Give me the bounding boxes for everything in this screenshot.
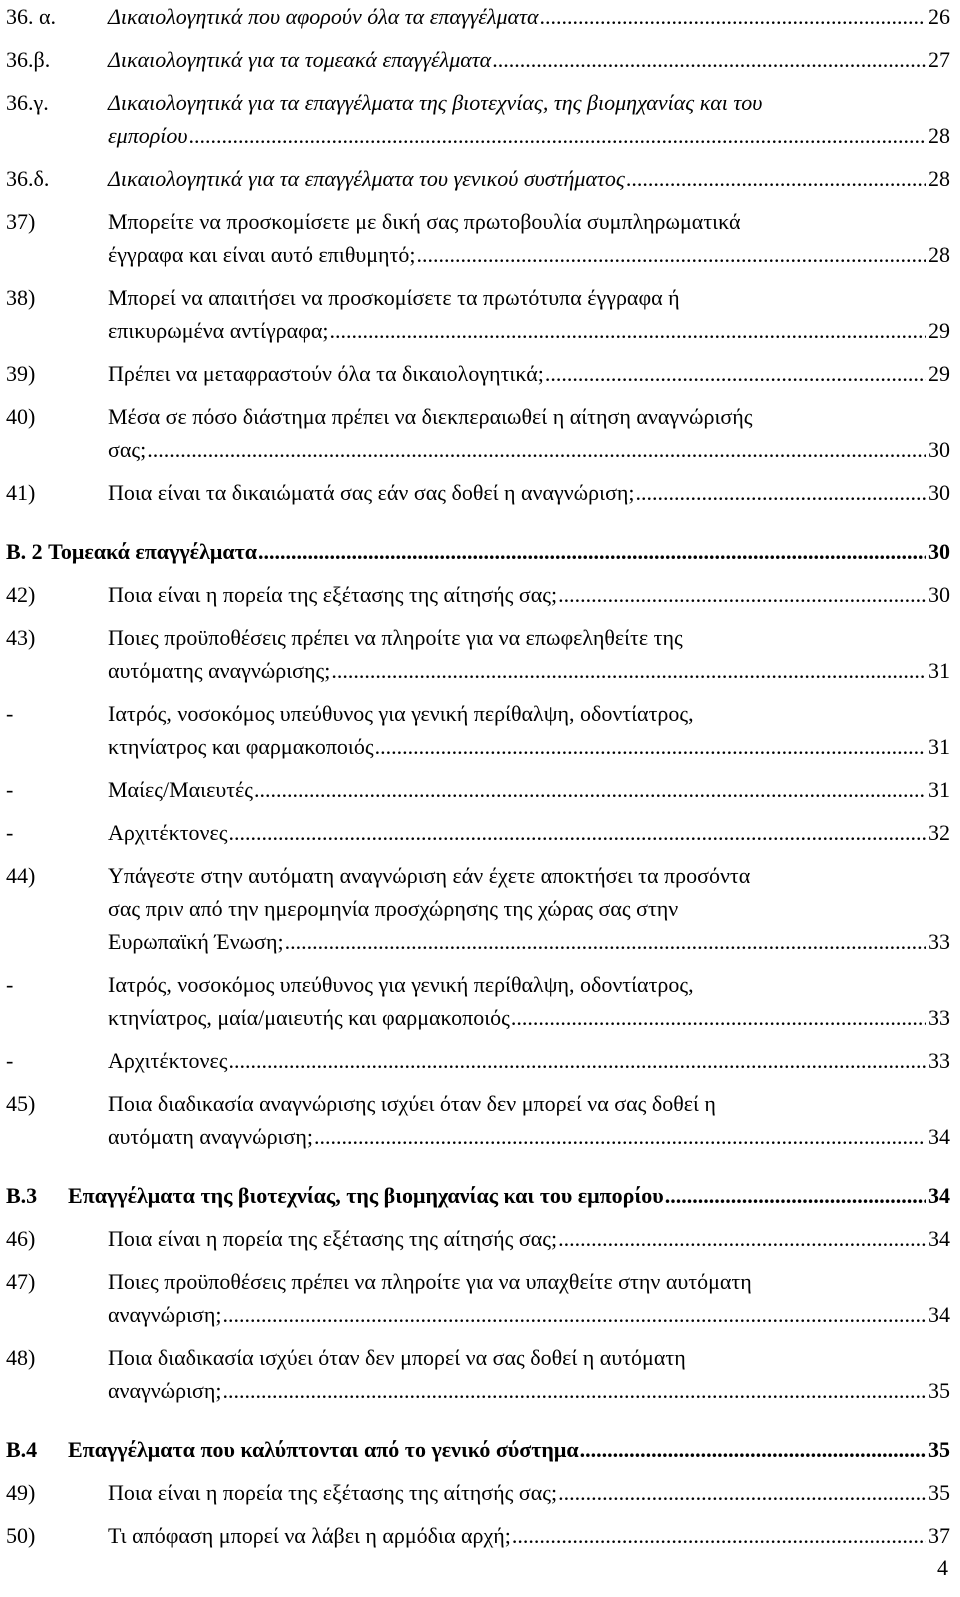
- toc-page-number: 35: [928, 1437, 950, 1462]
- toc-entry-body: [108, 281, 950, 347]
- toc-page-number: 33: [928, 929, 950, 954]
- toc-page-number: 28: [928, 242, 950, 267]
- toc-entry-body: [108, 697, 950, 763]
- dot-leader: [189, 119, 926, 152]
- toc-entry-body: [108, 1476, 950, 1509]
- toc-entry-text: Ποια διαδικασία ισχύει όταν δεν μπορεί να σας δοθεί η αυτόματη: [108, 1345, 686, 1370]
- toc-entry-body: [68, 1433, 950, 1466]
- toc-entry-body: [108, 357, 950, 390]
- toc-entry-text: B. 2 Τομεακά επαγγέλματα: [6, 539, 258, 564]
- toc-entry-text: επικυρωμένα αντίγραφα;: [108, 318, 329, 343]
- toc-page-number: 28: [928, 166, 950, 191]
- toc-entry-number: 50): [6, 1523, 36, 1548]
- dot-leader: [512, 1519, 926, 1552]
- toc-entry-text: Μαίες/Μαιευτές: [108, 777, 253, 802]
- toc-page-number: 37: [928, 1523, 950, 1548]
- toc-entry-number: 42): [6, 582, 36, 607]
- toc-entry[interactable]: [6, 0, 950, 33]
- dot-leader: [665, 1179, 926, 1212]
- section-gap: [6, 1163, 950, 1179]
- toc-entry[interactable]: [6, 162, 950, 195]
- toc-entry[interactable]: [6, 968, 950, 1034]
- toc-entry-body: [68, 1179, 950, 1212]
- toc-entry-number: 47): [6, 1269, 36, 1294]
- toc-entry[interactable]: [6, 697, 950, 763]
- toc-entry-text: Υπάγεστε στην αυτόματη αναγνώριση εάν έχετε αποκτήσει τα προσόντα: [108, 863, 751, 888]
- toc-entry-text: Τι απόφαση μπορεί να λάβει η αρμόδια αρχή;: [108, 1523, 511, 1548]
- toc-entry-body: [108, 859, 950, 958]
- toc-entry[interactable]: [6, 1476, 950, 1509]
- toc-entry-body: [108, 1222, 950, 1255]
- toc-section-heading[interactable]: [6, 1179, 950, 1212]
- toc-entry-text: Μέσα σε πόσο διάστημα πρέπει να διεκπεραιωθεί η αίτηση αναγνώρισής: [108, 404, 753, 429]
- toc-entry-number: 39): [6, 361, 36, 386]
- toc-entry-text: Δικαιολογητικά για τα τομεακά επαγγέλματα: [108, 47, 492, 72]
- dot-leader: [314, 1120, 926, 1153]
- toc-entry[interactable]: [6, 400, 950, 466]
- dot-leader: [330, 314, 926, 347]
- toc-entry-number: 38): [6, 285, 36, 310]
- toc-page-number: 31: [928, 777, 950, 802]
- dot-leader: [558, 1222, 926, 1255]
- toc-entry[interactable]: [6, 281, 950, 347]
- toc-entry-body: [108, 400, 950, 466]
- toc-entry-body: [108, 1087, 950, 1153]
- toc-entry[interactable]: [6, 1044, 950, 1077]
- toc-entry[interactable]: [6, 773, 950, 806]
- toc-page-number: 30: [928, 582, 950, 607]
- toc-entry-number: 41): [6, 480, 36, 505]
- toc-entry-number: 36.δ.: [6, 166, 50, 191]
- toc-entry[interactable]: [6, 205, 950, 271]
- dot-leader: [492, 43, 926, 76]
- toc-entry-text: αναγνώριση;: [108, 1378, 222, 1403]
- dot-leader: [223, 1298, 926, 1331]
- toc-entry-number: 36. α.: [6, 4, 57, 29]
- dot-leader: [228, 1044, 926, 1077]
- toc-entry-body: [108, 0, 950, 33]
- dot-leader: [223, 1374, 926, 1407]
- toc-entry-text: Επαγγέλματα της βιοτεχνίας, της βιομηχανίας και του εμπορίου: [68, 1183, 664, 1208]
- toc-entry-text: Μπορεί να απαιτήσει να προσκομίσετε τα πρωτότυπα έγγραφα ή: [108, 285, 680, 310]
- toc-page-number: 31: [928, 734, 950, 759]
- toc-entry-body: [108, 1341, 950, 1407]
- dot-leader: [626, 162, 926, 195]
- dot-leader: [558, 578, 926, 611]
- dot-leader: [375, 730, 926, 763]
- dot-leader: [540, 0, 927, 33]
- toc-section-heading[interactable]: [6, 535, 950, 568]
- toc-entry[interactable]: [6, 86, 950, 152]
- toc-entry-body: [108, 816, 950, 849]
- toc-entry-number: 48): [6, 1345, 36, 1370]
- toc-entry-text: Αρχιτέκτονες: [108, 820, 228, 845]
- toc-entry-text: αναγνώριση;: [108, 1302, 222, 1327]
- toc-entry-body: [108, 968, 950, 1034]
- toc-entry-number: 49): [6, 1480, 36, 1505]
- toc-entry-body: [108, 476, 950, 509]
- toc-entry-text: Ποιες προϋποθέσεις πρέπει να πληροίτε για να επωφεληθείτε της: [108, 625, 683, 650]
- toc-entry-body: [108, 621, 950, 687]
- toc-entry-number: B.4: [6, 1437, 38, 1462]
- toc-entry-text: κτηνίατρος, μαία/μαιευτής και φαρμακοποιός: [108, 1005, 510, 1030]
- toc-page-number: 31: [928, 658, 950, 683]
- dot-leader: [254, 773, 926, 806]
- toc-entry-text: Δικαιολογητικά για τα επαγγέλματα της βιοτεχνίας, της βιομηχανίας και του: [108, 90, 763, 115]
- toc-entry-text: Αρχιτέκτονες: [108, 1048, 228, 1073]
- toc-page-number: 34: [928, 1124, 950, 1149]
- toc-entry-number: -: [6, 1048, 14, 1073]
- toc-page-number: 33: [928, 1005, 950, 1030]
- dot-leader: [580, 1433, 926, 1466]
- dot-leader: [147, 433, 926, 466]
- toc-entry[interactable]: [6, 476, 950, 509]
- toc-entry-number: -: [6, 972, 14, 997]
- toc-entry-body: [108, 86, 950, 152]
- dot-leader: [511, 1001, 926, 1034]
- toc-entry-body: [108, 1265, 950, 1331]
- dot-leader: [258, 535, 926, 568]
- toc-page-number: 29: [928, 361, 950, 386]
- toc-entry-text: Ευρωπαϊκή Ένωση;: [108, 929, 284, 954]
- toc-entry[interactable]: [6, 1519, 950, 1552]
- toc-entry-text: Ποια είναι η πορεία της εξέτασης της αίτησής σας;: [108, 582, 558, 607]
- toc-entry-text: έγγραφα και είναι αυτό επιθυμητό;: [108, 242, 416, 267]
- toc-entry[interactable]: [6, 621, 950, 687]
- toc-entry-number: -: [6, 820, 14, 845]
- toc-entry[interactable]: [6, 1087, 950, 1153]
- dot-leader: [417, 238, 926, 271]
- toc-entry-text: Δικαιολογητικά για τα επαγγέλματα του γενικού συστήματος: [108, 166, 625, 191]
- toc-page-number: 30: [928, 437, 950, 462]
- page-number: 4: [937, 1555, 948, 1580]
- dot-leader: [228, 816, 926, 849]
- toc-page-number: 28: [928, 123, 950, 148]
- dot-leader: [636, 476, 926, 509]
- toc-entry-text: Δικαιολογητικά που αφορούν όλα τα επαγγέλματα: [108, 4, 539, 29]
- toc-entry-body: [108, 43, 950, 76]
- toc-page-number: 34: [928, 1183, 950, 1208]
- section-gap: [6, 1417, 950, 1433]
- toc-page-number: 35: [928, 1480, 950, 1505]
- toc-entry[interactable]: [6, 357, 950, 390]
- toc-entry-number: 37): [6, 209, 36, 234]
- toc-page-number: 34: [928, 1226, 950, 1251]
- toc-page-number: 33: [928, 1048, 950, 1073]
- toc-entry-text: Ιατρός, νοσοκόμος υπεύθυνος για γενική περίθαλψη, οδοντίατρος,: [108, 701, 694, 726]
- toc-entry[interactable]: [6, 1222, 950, 1255]
- toc-entry-text: αυτόματη αναγνώριση;: [108, 1124, 313, 1149]
- toc-page-number: 34: [928, 1302, 950, 1327]
- table-of-contents: [6, 0, 950, 1562]
- toc-page-number: 35: [928, 1378, 950, 1403]
- toc-entry-body: [108, 578, 950, 611]
- toc-entry-number: -: [6, 701, 14, 726]
- dot-leader: [545, 357, 926, 390]
- toc-entry-body: [108, 773, 950, 806]
- toc-entry-text: Ποιες προϋποθέσεις πρέπει να πληροίτε για να υπαχθείτε στην αυτόματη: [108, 1269, 752, 1294]
- toc-entry-body: [108, 162, 950, 195]
- toc-entry[interactable]: [6, 1341, 950, 1407]
- toc-entry[interactable]: [6, 816, 950, 849]
- toc-entry[interactable]: [6, 578, 950, 611]
- toc-entry-text: σας πριν από την ημερομηνία προσχώρησης της χώρας σας στην: [108, 896, 679, 921]
- toc-entry-number: -: [6, 777, 14, 802]
- dot-leader: [558, 1476, 926, 1509]
- toc-entry-text: αυτόματης αναγνώρισης;: [108, 658, 331, 683]
- toc-entry-number: 43): [6, 625, 36, 650]
- toc-page-number: 26: [928, 4, 950, 29]
- toc-entry-number: B.3: [6, 1183, 38, 1208]
- toc-entry[interactable]: [6, 859, 950, 958]
- toc-page-number: 32: [928, 820, 950, 845]
- toc-entry-text: Ποια είναι η πορεία της εξέτασης της αίτησής σας;: [108, 1480, 558, 1505]
- toc-entry-text: Πρέπει να μεταφραστούν όλα τα δικαιολογητικά;: [108, 361, 544, 386]
- toc-page-number: 29: [928, 318, 950, 343]
- toc-page-number: 27: [928, 47, 950, 72]
- toc-entry-text: Μπορείτε να προσκομίσετε με δική σας πρωτοβουλία συμπληρωματικά: [108, 209, 741, 234]
- toc-section-heading[interactable]: [6, 1433, 950, 1466]
- toc-entry-body: [108, 1519, 950, 1552]
- toc-entry-text: Ποια είναι τα δικαιώματά σας εάν σας δοθεί η αναγνώριση;: [108, 480, 635, 505]
- toc-entry[interactable]: [6, 1265, 950, 1331]
- toc-entry-text: σας;: [108, 437, 147, 462]
- toc-entry-text: κτηνίατρος και φαρμακοποιός: [108, 734, 374, 759]
- toc-entry-text: εμπορίου: [108, 123, 188, 148]
- toc-page-number: 30: [928, 480, 950, 505]
- toc-page-number: 30: [928, 539, 950, 564]
- toc-entry-number: 36.β.: [6, 47, 51, 72]
- toc-entry-body: [108, 1044, 950, 1077]
- toc-entry-text: Ποια είναι η πορεία της εξέτασης της αίτησής σας;: [108, 1226, 558, 1251]
- toc-entry-body: [108, 205, 950, 271]
- toc-entry-number: 40): [6, 404, 36, 429]
- toc-entry-body: [6, 535, 950, 568]
- toc-entry-number: 45): [6, 1091, 36, 1116]
- dot-leader: [331, 654, 926, 687]
- section-gap: [6, 519, 950, 535]
- toc-entry-text: Ποια διαδικασία αναγνώρισης ισχύει όταν δεν μπορεί να σας δοθεί η: [108, 1091, 716, 1116]
- toc-entry-number: 44): [6, 863, 36, 888]
- toc-entry-text: Επαγγέλματα που καλύπτονται από το γενικό σύστημα: [68, 1437, 579, 1462]
- dot-leader: [285, 925, 926, 958]
- toc-entry-text: Ιατρός, νοσοκόμος υπεύθυνος για γενική περίθαλψη, οδοντίατρος,: [108, 972, 694, 997]
- toc-entry-number: 36.γ.: [6, 90, 49, 115]
- toc-entry[interactable]: [6, 43, 950, 76]
- toc-entry-number: 46): [6, 1226, 36, 1251]
